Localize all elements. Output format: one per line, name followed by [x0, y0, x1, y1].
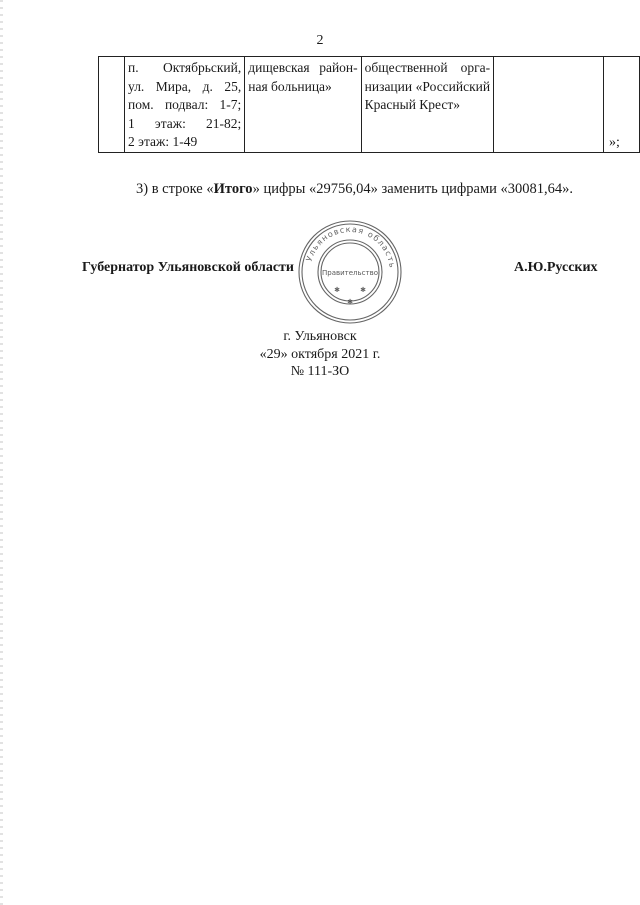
seal-star-icon: ✱ — [360, 286, 366, 294]
address-line: п. Октябрьский, — [128, 60, 242, 75]
table-row — [99, 57, 640, 153]
amendment-bold-term: Итого — [213, 181, 253, 197]
purpose-line: общественной орга- — [364, 60, 491, 75]
purpose-line: Красный Крест» — [364, 97, 461, 112]
table-cell-purpose — [361, 57, 493, 153]
table-cell-organization — [245, 57, 361, 153]
seal-center-text: Правительство — [322, 269, 378, 277]
organization-line: дищевская район- — [248, 60, 358, 75]
signatory-name: А.Ю.Русских — [514, 260, 598, 275]
amendment-paragraph — [136, 181, 573, 198]
scan-edge-artifact — [0, 0, 3, 905]
city-line: г. Ульяновск — [283, 329, 357, 344]
seal-ring-text: Ульяновская область — [304, 224, 397, 270]
organization-line: ная больница» — [248, 78, 332, 94]
seal-star-icon: ✱ — [334, 286, 340, 294]
seal-star-icon: ✱ — [347, 298, 353, 306]
amendment-suffix: » цифры «29756,04» заменить цифрами «30081,64». — [252, 181, 573, 197]
address-line: 2 этаж: 1-49 — [128, 134, 198, 149]
signatory-title: Губернатор Ульяновской области — [82, 260, 294, 275]
table-cell-number — [99, 57, 125, 153]
property-table-grid — [98, 56, 640, 153]
footer-block — [0, 328, 640, 381]
address-line: ул. Мира, д. 25, — [128, 78, 242, 94]
date-line: «29» октября 2021 г. — [259, 346, 381, 362]
property-table — [98, 56, 640, 153]
closing-quote: »; — [609, 135, 620, 150]
official-seal-stamp — [296, 218, 404, 326]
address-line: пом. подвал: 1-7; — [128, 97, 242, 112]
page-number: 2 — [316, 33, 324, 48]
address-line: 1 этаж: 21-82; — [128, 115, 242, 131]
law-number-line: № 111-ЗО — [290, 364, 350, 379]
amendment-prefix: 3) в строке « — [136, 181, 214, 197]
purpose-line: низации «Российский — [364, 78, 491, 94]
table-cell-empty — [494, 57, 604, 153]
table-cell-address — [125, 57, 245, 153]
